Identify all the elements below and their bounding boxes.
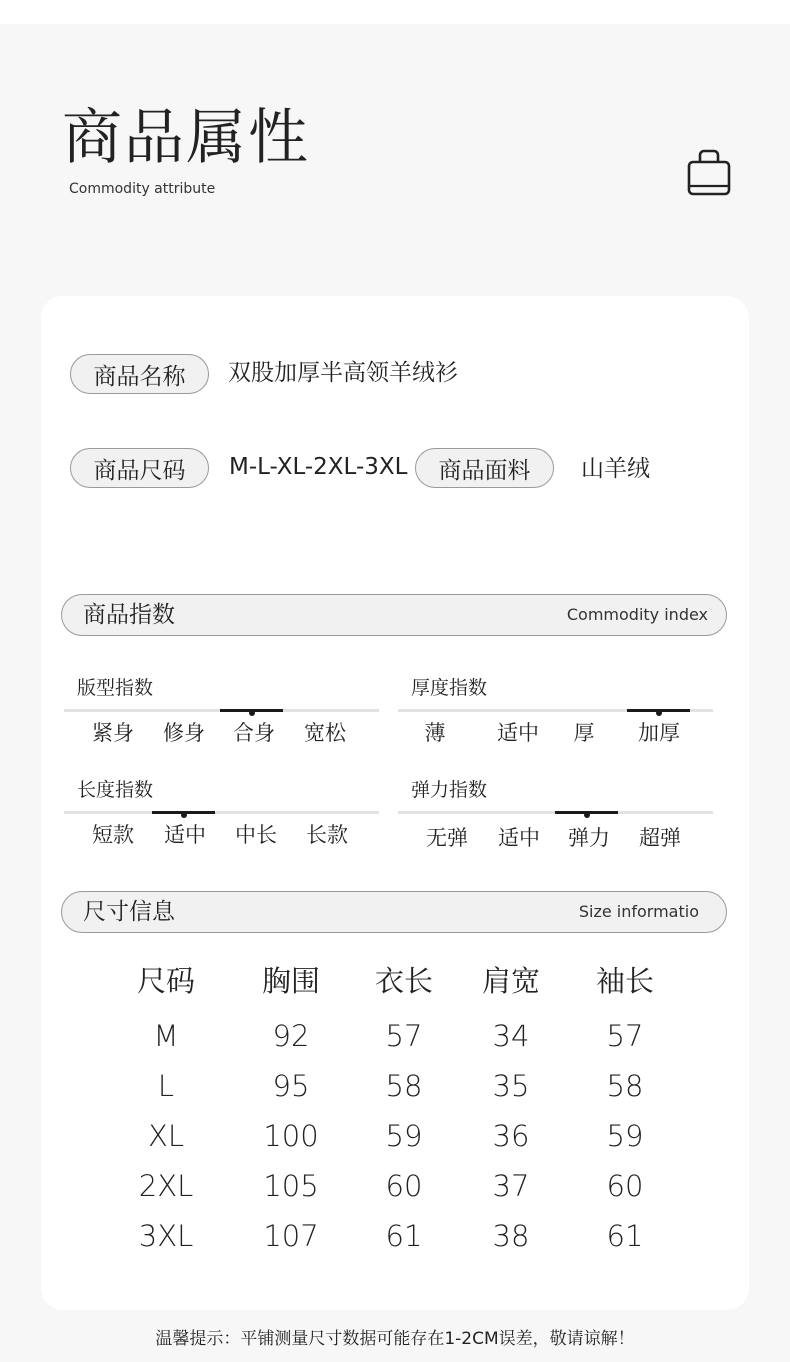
index-scale-line [64,811,379,814]
attr-label-name: 商品名称 [70,354,209,394]
attr-value-fabric: 山羊绒 [581,456,650,482]
size-table-header: 尺码 [136,964,195,998]
size-table-header: 衣长 [374,964,433,998]
size-table-cell: 60 [385,1169,423,1203]
footnote: 温馨提示：平铺测量尺寸数据可能存在1-2CM误差，敬请谅解！ [155,1329,635,1349]
index-option: 紧身 [92,721,134,745]
size-table-cell: 61 [606,1219,644,1253]
index-option: 适中 [498,826,540,850]
size-table-cell: 37 [492,1169,530,1203]
index-option: 弹力 [568,826,610,850]
size-table-cell: 95 [272,1069,310,1103]
index-group-label: 版型指数 [77,677,154,699]
index-group-label: 长度指数 [77,779,154,801]
size-table-cell: 59 [385,1119,423,1153]
size-table-cell: 35 [492,1069,530,1103]
size-table-cell: 34 [492,1019,530,1053]
size-table-cell: 57 [385,1019,423,1053]
index-selected-dot [656,710,662,716]
size-table-header: 肩宽 [481,964,540,998]
index-option: 加厚 [638,721,680,745]
index-option: 短款 [92,823,134,847]
index-section-title: 商品指数 [83,602,175,628]
size-table-cell: 92 [272,1019,310,1053]
size-table-cell: 58 [606,1069,644,1103]
index-option: 超弹 [639,826,681,850]
index-section-subtitle: Commodity index [566,605,708,624]
size-table-cell: 38 [492,1219,530,1253]
size-table-cell: M [153,1019,179,1053]
size-table-cell: 60 [606,1169,644,1203]
size-section-subtitle: Size informatio [578,902,699,921]
size-table-cell: 100 [263,1119,319,1153]
index-option: 中长 [235,823,277,847]
size-table-cell: 105 [263,1169,319,1203]
size-table-cell: 107 [263,1219,319,1253]
attr-label-fabric: 商品面料 [415,448,554,488]
size-table-cell: 36 [492,1119,530,1153]
page-subtitle: Commodity attribute [69,181,216,197]
index-selected-dot [181,812,187,818]
index-group-label: 弹力指数 [411,779,488,801]
size-table-cell: L [157,1069,175,1103]
index-option: 适中 [497,721,539,745]
attr-value-name: 双股加厚半高领羊绒衫 [228,360,458,386]
size-table-cell: 57 [606,1019,644,1053]
size-table-cell: 59 [606,1119,644,1153]
attr-value-size: M-L-XL-2XL-3XL [229,454,408,480]
index-option: 薄 [424,721,446,745]
size-table-header: 袖长 [595,964,654,998]
index-option: 合身 [233,721,275,745]
size-table-cell: 61 [385,1219,423,1253]
index-selected-dot [584,812,590,818]
size-table-cell: XL [147,1119,185,1153]
size-table-cell: 2XL [138,1169,194,1203]
index-option: 修身 [163,721,205,745]
size-section-header [61,891,727,933]
index-option: 长款 [306,823,348,847]
index-option: 宽松 [304,721,346,745]
index-selected-dot [249,710,255,716]
page-title: 商品属性 [62,103,310,173]
size-section-title: 尺寸信息 [83,899,175,925]
shopping-bag-icon [684,146,734,198]
index-option: 无弹 [426,826,468,850]
index-group-label: 厚度指数 [411,677,488,699]
index-option: 厚 [573,721,595,745]
size-table-cell: 58 [385,1069,423,1103]
index-section-header [61,594,727,636]
attr-label-size: 商品尺码 [70,448,209,488]
size-table-cell: 3XL [138,1219,194,1253]
index-option: 适中 [164,823,206,847]
size-table-header: 胸围 [261,964,320,998]
top-strip [0,0,790,24]
